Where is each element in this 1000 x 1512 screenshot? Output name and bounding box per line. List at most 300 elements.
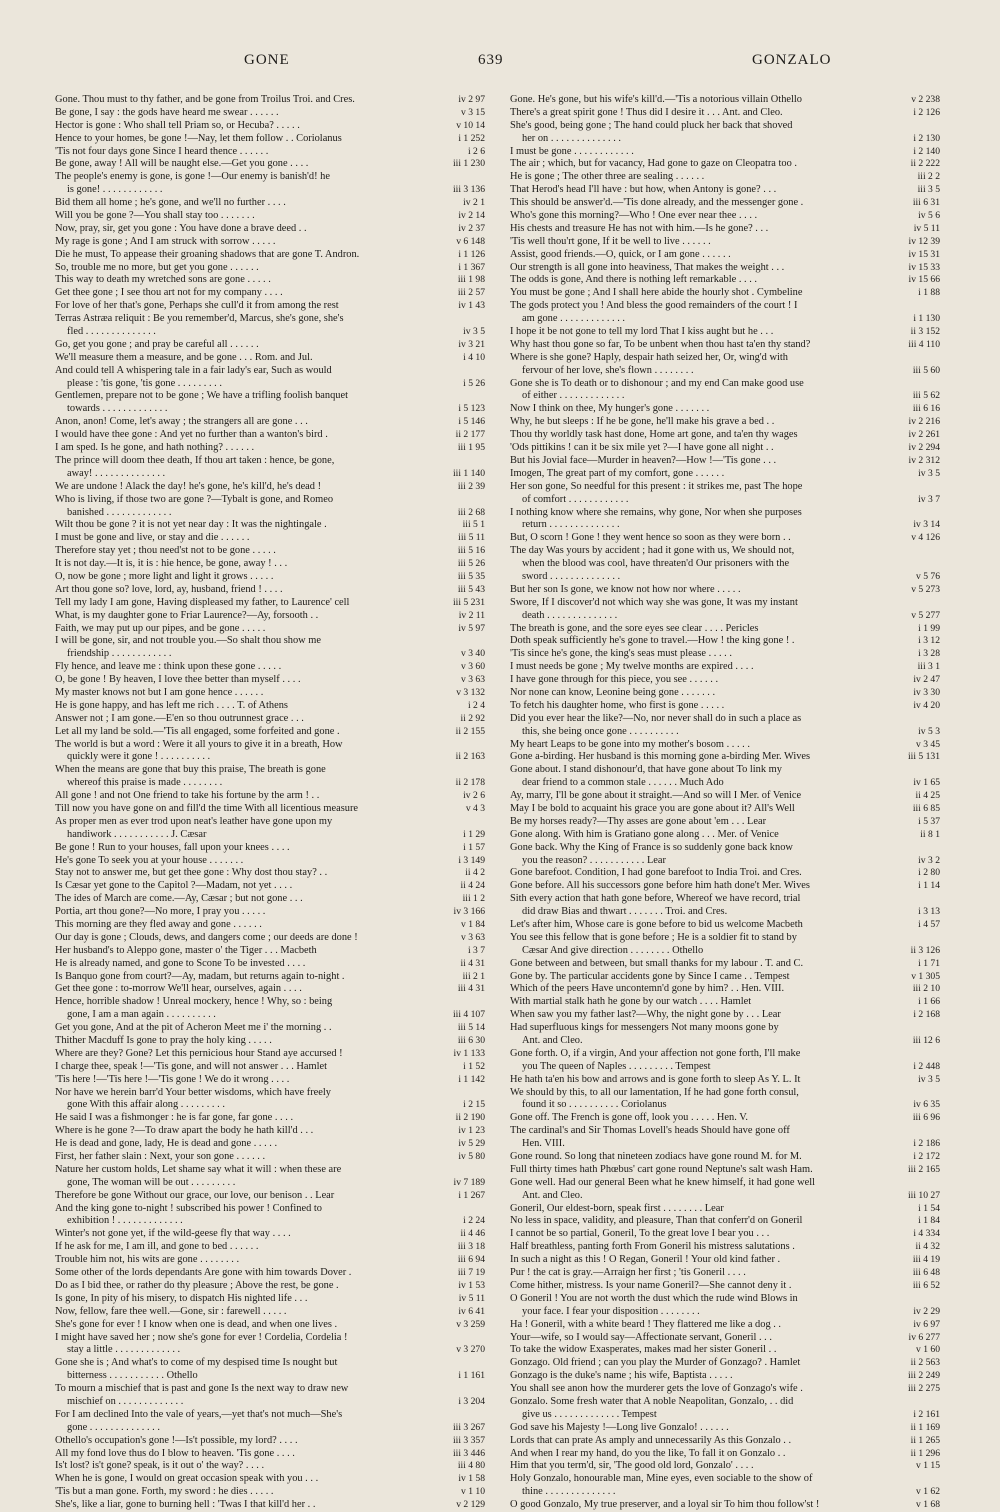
line-reference: v 1 68 bbox=[916, 1499, 940, 1511]
concordance-line bbox=[55, 1022, 485, 1035]
line-reference: ii 4 32 bbox=[915, 1241, 940, 1253]
concordance-line bbox=[55, 648, 485, 661]
quotation-text: The odds is gone, And there is nothing left remarkable . . . . bbox=[510, 274, 758, 286]
quotation-text: Till now you have gone on and fill'd the time With all licentious measure bbox=[55, 802, 359, 814]
concordance-line bbox=[55, 494, 485, 507]
line-reference: ii 8 1 bbox=[920, 828, 940, 840]
concordance-line bbox=[55, 532, 485, 545]
quotation-text: Where is she gone? Haply, despair hath seized her, Or, wing'd with bbox=[510, 351, 788, 363]
line-reference: v 1 62 bbox=[916, 1486, 940, 1498]
concordance-line bbox=[510, 919, 940, 932]
quotation-text: Gone forth. O, if a virgin, And your affection not gone forth, I'll make bbox=[510, 1047, 801, 1059]
concordance-line bbox=[55, 906, 485, 919]
line-reference: i 3 28 bbox=[918, 648, 940, 660]
concordance-line bbox=[55, 739, 485, 752]
quotation-text: fervour of her love, she's flown . . . . . . . . bbox=[522, 364, 694, 376]
line-reference: iv 3 2 bbox=[918, 854, 940, 866]
concordance-line bbox=[55, 674, 485, 687]
concordance-line bbox=[55, 1435, 485, 1448]
line-reference: v 1 305 bbox=[911, 970, 940, 982]
concordance-line bbox=[510, 1435, 940, 1448]
concordance-line bbox=[55, 365, 485, 378]
concordance-line bbox=[510, 184, 940, 197]
quotation-text: No less in space, validity, and pleasure, Than that conferr'd on Goneril bbox=[510, 1215, 803, 1227]
line-reference: iii 5 16 bbox=[457, 545, 485, 557]
concordance-line bbox=[510, 610, 940, 623]
quotation-text: This should be answer'd.—'Tis done already, and the messenger gone . bbox=[510, 197, 804, 209]
concordance-line bbox=[55, 893, 485, 906]
quotation-text: of either . . . . . . . . . . . . . bbox=[522, 390, 625, 402]
concordance-line bbox=[510, 1177, 940, 1190]
line-reference: iii 1 140 bbox=[453, 467, 485, 479]
concordance-line bbox=[510, 532, 940, 545]
quotation-text: your face. I fear your disposition . . . . . . . . bbox=[522, 1305, 700, 1317]
concordance-line bbox=[55, 545, 485, 558]
concordance-line bbox=[510, 313, 940, 326]
quotation-text: With martial stalk hath he gone by our watch . . . . Hamlet bbox=[510, 996, 752, 1008]
quotation-text: I have gone through for this piece, you see . . . . . . bbox=[510, 674, 719, 686]
running-header bbox=[0, 52, 1000, 82]
concordance-line bbox=[510, 932, 940, 945]
quotation-text: Imogen, The great part of my comfort, gone . . . . . . bbox=[510, 467, 725, 479]
quotation-text: Now, fellow, fare thee well.—Gone, sir : farewell . . . . . bbox=[55, 1305, 287, 1317]
concordance-line bbox=[55, 1409, 485, 1422]
concordance-line bbox=[55, 996, 485, 1009]
concordance-line bbox=[55, 1061, 485, 1074]
line-reference: i 1 88 bbox=[918, 287, 940, 299]
quotation-text: To fetch his daughter home, who first is gone . . . . . bbox=[510, 699, 725, 711]
quotation-text: For I am declined Into the vale of years,—yet that's not much—She's bbox=[55, 1408, 343, 1420]
concordance-line bbox=[55, 1138, 485, 1151]
quotation-text: return . . . . . . . . . . . . . . bbox=[522, 519, 620, 531]
concordance-line bbox=[55, 1190, 485, 1203]
concordance-line bbox=[510, 468, 940, 481]
concordance-line bbox=[510, 623, 940, 636]
quotation-text: We should by this, to all our lamentation, If he had gone forth consul, bbox=[510, 1086, 799, 1098]
line-reference: iii 2 1 bbox=[462, 970, 485, 982]
quotation-text: The gods protect you ! And bless the good remainders of the court ! I bbox=[510, 300, 798, 312]
quotation-text: Gone about. I stand dishonour'd, that have gone about To link my bbox=[510, 764, 782, 776]
concordance-line bbox=[55, 326, 485, 339]
concordance-line bbox=[510, 442, 940, 455]
line-reference: iv 2 11 bbox=[458, 609, 485, 621]
line-reference: i 2 168 bbox=[913, 1009, 940, 1021]
quotation-text: Sith every action that hath gone before, Whereof we have record, trial bbox=[510, 893, 801, 905]
line-reference: iv 3 7 bbox=[918, 493, 940, 505]
concordance-line bbox=[55, 983, 485, 996]
concordance-line bbox=[510, 842, 940, 855]
concordance-line bbox=[510, 635, 940, 648]
concordance-line bbox=[55, 1344, 485, 1357]
line-reference: ii 4 2 bbox=[465, 867, 485, 879]
concordance-line bbox=[55, 1164, 485, 1177]
quotation-text: Get thee gone ; I see thou art not for my company . . . . bbox=[55, 287, 283, 299]
line-reference: iii 1 98 bbox=[457, 274, 485, 286]
quotation-text: He is gone happy, and has left me rich . . . . T. of Athens bbox=[55, 699, 288, 711]
concordance-line bbox=[510, 1319, 940, 1332]
concordance-line bbox=[510, 455, 940, 468]
quotation-text: I hope it be not gone to tell my lord That I kiss aught but he . . . bbox=[510, 326, 774, 338]
quotation-text: Therefore be gone Without our grace, our love, our benison . . Lear bbox=[55, 1189, 335, 1201]
quotation-text: quickly were it gone ! . . . . . . . . . . bbox=[67, 751, 211, 763]
quotation-text: Doth speak sufficiently he's gone to travel.—How ! the king gone ! . bbox=[510, 635, 795, 647]
concordance-line bbox=[510, 1499, 940, 1512]
quotation-text: In such a night as this ! O Regan, Goneril ! Your old kind father . bbox=[510, 1254, 781, 1266]
concordance-line bbox=[510, 249, 940, 262]
concordance-line bbox=[55, 133, 485, 146]
quotation-text: I will be gone, sir, and not trouble you.—So shalt thou show me bbox=[55, 635, 321, 647]
concordance-line bbox=[55, 829, 485, 842]
concordance-line bbox=[55, 1396, 485, 1409]
quotation-text: You see this fellow that is gone before ; He is a soldier fit to stand by bbox=[510, 931, 797, 943]
quotation-text: away! . . . . . . . . . . . . . . bbox=[67, 467, 166, 479]
concordance-line bbox=[55, 262, 485, 275]
concordance-line bbox=[55, 816, 485, 829]
line-reference: iv 5 3 bbox=[918, 725, 940, 737]
line-reference: v 3 132 bbox=[456, 686, 485, 698]
concordance-line bbox=[55, 339, 485, 352]
concordance-line bbox=[510, 584, 940, 597]
quotation-text: this, she being once gone . . . . . . . . . . bbox=[522, 725, 679, 737]
quotation-text: He's gone To seek you at your house . . . . . . . bbox=[55, 854, 244, 866]
concordance-line bbox=[510, 1409, 940, 1422]
quotation-text: All gone ! and not One friend to take his fortune by the arm ! . . bbox=[55, 790, 320, 802]
concordance-line bbox=[55, 855, 485, 868]
quotation-text: please : 'tis gone, 'tis gone . . . . . . . . . bbox=[67, 377, 222, 389]
left-column bbox=[55, 94, 485, 1512]
concordance-line bbox=[510, 1357, 940, 1370]
line-reference: i 1 14 bbox=[918, 880, 940, 892]
line-reference: iii 6 85 bbox=[912, 802, 940, 814]
quotation-text: Gone off. The French is gone off, look you . . . . . Hen. V. bbox=[510, 1112, 748, 1124]
concordance-line bbox=[55, 1087, 485, 1100]
quotation-text: Nor have we herein barr'd Your better wisdoms, which have freely bbox=[55, 1086, 331, 1098]
quotation-text: And when I rear my hand, do you the like, To fall it on Gonzalo . . bbox=[510, 1447, 786, 1459]
line-reference: iii 2 249 bbox=[908, 1370, 940, 1382]
quotation-text: 'Tis since he's gone, the king's seas must please . . . . . bbox=[510, 648, 732, 660]
line-reference: i 5 37 bbox=[918, 815, 940, 827]
line-reference: i 2 80 bbox=[918, 867, 940, 879]
line-reference: i 1 142 bbox=[458, 1073, 485, 1085]
quotation-text: Gone. Thou must to thy father, and be gone from Troilus Troi. and Cres. bbox=[55, 94, 355, 105]
quotation-text: 'Tis but a man gone. Forth, my sword : he dies . . . . . bbox=[55, 1486, 274, 1498]
concordance-line bbox=[55, 481, 485, 494]
concordance-line bbox=[55, 507, 485, 520]
line-reference: iv 6 35 bbox=[913, 1099, 940, 1111]
line-reference: iv 3 21 bbox=[458, 338, 485, 350]
quotation-text: Ant. and Cleo. bbox=[522, 1035, 583, 1047]
quotation-text: His chests and treasure He has not with him.—Is he gone? . . . bbox=[510, 222, 769, 234]
concordance-line bbox=[510, 1422, 940, 1435]
concordance-line bbox=[55, 1473, 485, 1486]
concordance-line bbox=[510, 210, 940, 223]
quotation-text: Let's after him, Whose care is gone before to bid us welcome Macbeth bbox=[510, 919, 803, 930]
line-reference: iv 15 33 bbox=[908, 261, 940, 273]
concordance-line bbox=[55, 300, 485, 313]
line-reference: ii 2 178 bbox=[455, 777, 485, 789]
concordance-line bbox=[510, 777, 940, 790]
quotation-text: Be gone, away ! All will be naught else.—Get you gone . . . . bbox=[55, 158, 309, 170]
quotation-text: of comfort . . . . . . . . . . . . bbox=[522, 493, 629, 505]
concordance-line bbox=[510, 855, 940, 868]
line-reference: i 3 7 bbox=[467, 944, 485, 956]
concordance-line bbox=[55, 1306, 485, 1319]
concordance-line bbox=[55, 249, 485, 262]
quotation-text: Who's gone this morning?—Who ! One ever near thee . . . . bbox=[510, 210, 758, 222]
line-reference: iii 5 11 bbox=[458, 532, 485, 544]
quotation-text: Hector is gone : Who shall tell Priam so, or Hecuba? . . . . . bbox=[55, 119, 300, 131]
concordance-line bbox=[55, 1048, 485, 1061]
quotation-text: As proper men as ever trod upon neat's leather have gone upon my bbox=[55, 815, 333, 827]
line-reference: iv 1 23 bbox=[458, 1125, 485, 1137]
quotation-text: banished . . . . . . . . . . . . . bbox=[67, 506, 172, 518]
line-reference: v 3 270 bbox=[456, 1344, 485, 1356]
concordance-line bbox=[55, 880, 485, 893]
quotation-text: Where is he gone ?—To draw apart the body he hath kill'd . . . bbox=[55, 1125, 314, 1137]
concordance-line bbox=[55, 1280, 485, 1293]
line-reference: iv 5 6 bbox=[918, 210, 940, 222]
quotation-text: I must be gone and live, or stay and die . . . . . . bbox=[55, 532, 250, 544]
quotation-text: The air ; which, but for vacancy, Had gone to gaze on Cleopatra too . bbox=[510, 158, 797, 170]
quotation-text: whereof this praise is made . . . . . . . . bbox=[67, 777, 223, 789]
concordance-line bbox=[55, 945, 485, 958]
concordance-line bbox=[55, 764, 485, 777]
concordance-line bbox=[55, 1112, 485, 1125]
line-reference: iii 2 275 bbox=[908, 1383, 940, 1395]
line-reference: iii 4 19 bbox=[912, 1254, 940, 1266]
quotation-text: towards . . . . . . . . . . . . . bbox=[67, 403, 168, 415]
concordance-line bbox=[510, 648, 940, 661]
line-reference: i 2 161 bbox=[913, 1408, 940, 1420]
quotation-text: you The queen of Naples . . . . . . . . . Tempest bbox=[522, 1060, 711, 1072]
line-reference: ii 4 46 bbox=[460, 1228, 485, 1240]
line-reference: iv 2 1 bbox=[463, 197, 485, 209]
line-reference: i 1 252 bbox=[458, 132, 485, 144]
line-reference: iii 3 136 bbox=[453, 184, 485, 196]
quotation-text: give us . . . . . . . . . . . . . Tempest bbox=[522, 1408, 657, 1420]
concordance-line bbox=[510, 120, 940, 133]
quotation-text: Ant. and Cleo. bbox=[522, 1189, 583, 1201]
quotation-text: Gone by. The particular accidents gone by Since I came . . Tempest bbox=[510, 970, 790, 982]
concordance-line bbox=[510, 416, 940, 429]
concordance-line bbox=[510, 803, 940, 816]
line-reference: i 2 186 bbox=[913, 1138, 940, 1150]
quotation-text: O good Gonzalo, My true preserver, and a loyal sir To him thou follow'st ! bbox=[510, 1499, 820, 1511]
quotation-text: This way to death my wretched sons are gone . . . . . bbox=[55, 274, 271, 286]
line-reference: v 5 277 bbox=[911, 609, 940, 621]
quotation-text: Some other of the lords dependants Are gone with him towards Dover . bbox=[55, 1267, 352, 1279]
line-reference: iii 3 5 bbox=[917, 184, 940, 196]
concordance-line bbox=[55, 1267, 485, 1280]
concordance-line bbox=[55, 1254, 485, 1267]
quotation-text: If he ask for me, I am ill, and gone to bed . . . . . . bbox=[55, 1241, 259, 1253]
line-reference: ii 2 177 bbox=[455, 429, 485, 441]
quotation-text: She's good, being gone ; The hand could pluck her back that shoved bbox=[510, 119, 793, 131]
quotation-text: But her son Is gone, we know not how nor where . . . . . bbox=[510, 583, 741, 595]
concordance-line bbox=[510, 1228, 940, 1241]
concordance-line bbox=[55, 726, 485, 739]
line-reference: i 1 367 bbox=[458, 261, 485, 273]
quotation-text: The world is but a word : Were it all yours to give it in a breath, How bbox=[55, 738, 343, 750]
line-reference: ii 2 222 bbox=[910, 158, 940, 170]
concordance-line bbox=[510, 1022, 940, 1035]
quotation-text: I would have thee gone : And yet no further than a wanton's bird . bbox=[55, 429, 328, 441]
concordance-line bbox=[510, 378, 940, 391]
quotation-text: Holy Gonzalo, honourable man, Mine eyes, even sociable to the show of bbox=[510, 1473, 813, 1485]
line-reference: ii 2 92 bbox=[460, 712, 485, 724]
quotation-text: Trouble him not, his wits are gone . . . . . . . . bbox=[55, 1254, 240, 1266]
right-column bbox=[510, 94, 940, 1512]
quotation-text: There's a great spirit gone ! Thus did I desire it . . . Ant. and Cleo. bbox=[510, 106, 783, 118]
line-reference: iii 4 80 bbox=[457, 1460, 485, 1472]
concordance-line bbox=[510, 1215, 940, 1228]
line-reference: v 4 3 bbox=[465, 802, 485, 814]
concordance-line bbox=[510, 1164, 940, 1177]
concordance-line bbox=[55, 1499, 485, 1512]
quotation-text: Tell my lady I am gone, Having displeased my father, to Laurence' cell bbox=[55, 596, 350, 608]
line-reference: v 5 76 bbox=[916, 570, 940, 582]
concordance-line bbox=[55, 687, 485, 700]
quotation-text: Is gone, In pity of his misery, to dispatch His nighted life . . . bbox=[55, 1292, 308, 1304]
line-reference: iv 2 14 bbox=[458, 210, 485, 222]
quotation-text: Swore, If I discover'd not which way she was gone, It was my instant bbox=[510, 596, 798, 608]
quotation-text: Now I think on thee, My hunger's gone . . . . . . . bbox=[510, 403, 710, 415]
quotation-text: You shall see anon how the murderer gets the love of Gonzago's wife . bbox=[510, 1383, 803, 1395]
left-guide-word: GONE bbox=[244, 52, 290, 68]
line-reference: i 1 267 bbox=[458, 1189, 485, 1201]
quotation-text: Which of the peers Have uncontemn'd gone by him? . . Hen. VIII. bbox=[510, 983, 785, 995]
quotation-text: Portia, art thou gone?—No more, I pray you . . . . . bbox=[55, 906, 266, 918]
quotation-text: He is gone ; The other three are sealing . . . . . . bbox=[510, 171, 705, 183]
line-reference: i 5 146 bbox=[458, 416, 485, 428]
concordance-line bbox=[510, 223, 940, 236]
line-reference: iii 1 2 bbox=[462, 893, 485, 905]
quotation-text: Gone. He's gone, but his wife's kill'd.—'Tis a notorious villain Othello bbox=[510, 94, 802, 105]
line-reference: iii 10 27 bbox=[908, 1189, 940, 1201]
quotation-text: mischief on . . . . . . . . . . . . . bbox=[67, 1395, 184, 1407]
quotation-text: Is Banquo gone from court?—Ay, madam, but returns again to-night . bbox=[55, 970, 345, 982]
line-reference: iii 6 30 bbox=[457, 1035, 485, 1047]
quotation-text: Faith, we may put up our pipes, and be gone . . . . . bbox=[55, 622, 266, 634]
quotation-text: Gone barefoot. Condition, I had gone barefoot to India Troi. and Cres. bbox=[510, 867, 802, 879]
quotation-text: found it so . . . . . . . . . . Coriolanus bbox=[522, 1099, 667, 1111]
quotation-text: Gonzalo. Some fresh water that A noble Neapolitan, Gonzalo, . . did bbox=[510, 1395, 794, 1407]
line-reference: v 3 60 bbox=[461, 661, 485, 673]
concordance-line bbox=[510, 287, 940, 300]
quotation-text: The breath is gone, and the sore eyes see clear . . . . Pericles bbox=[510, 622, 759, 634]
line-reference: v 1 60 bbox=[916, 1344, 940, 1356]
line-reference: iv 1 58 bbox=[458, 1473, 485, 1485]
line-reference: i 2 6 bbox=[467, 145, 485, 157]
quotation-text: Gone she is ; And what's to come of my despised time Is nought but bbox=[55, 1357, 338, 1369]
line-reference: i 1 161 bbox=[458, 1370, 485, 1382]
concordance-line bbox=[510, 739, 940, 752]
line-reference: iii 2 10 bbox=[912, 983, 940, 995]
line-reference: iv 1 65 bbox=[913, 777, 940, 789]
concordance-line bbox=[55, 867, 485, 880]
concordance-line bbox=[55, 416, 485, 429]
concordance-line bbox=[55, 1215, 485, 1228]
quotation-text: The prince will doom thee death, If thou art taken : hence, be gone, bbox=[55, 454, 335, 466]
concordance-line bbox=[55, 455, 485, 468]
line-reference: iv 2 37 bbox=[458, 222, 485, 234]
quotation-text: Gone before. All his successors gone before him hath done't Mer. Wives bbox=[510, 880, 810, 892]
concordance-line bbox=[510, 1370, 940, 1383]
quotation-text: God save his Majesty !—Long live Gonzalo! . . . . . . bbox=[510, 1421, 729, 1433]
concordance-line bbox=[510, 326, 940, 339]
line-reference: v 3 63 bbox=[461, 674, 485, 686]
quotation-text: Terras Astræa reliquit : Be you remember'd, Marcus, she's gone, she's bbox=[55, 313, 344, 325]
quotation-text: Is Cæsar yet gone to the Capitol ?—Madam, not yet . . . . bbox=[55, 880, 293, 892]
quotation-text: We'll measure them a measure, and be gone . . . Rom. and Jul. bbox=[55, 351, 313, 363]
quotation-text: did draw Bias and thwart . . . . . . . Troi. and Cres. bbox=[522, 906, 728, 918]
quotation-text: I must be gone . . . . . . . . . . . . bbox=[510, 145, 634, 157]
concordance-line bbox=[55, 635, 485, 648]
line-reference: iii 6 31 bbox=[912, 197, 940, 209]
concordance-line bbox=[510, 146, 940, 159]
quotation-text: you the reason? . . . . . . . . . . . Lear bbox=[522, 854, 666, 866]
quotation-text: Will you be gone ?—You shall stay too . . . . . . . bbox=[55, 210, 255, 222]
line-reference: v 1 15 bbox=[916, 1460, 940, 1472]
line-reference: iv 5 29 bbox=[458, 1138, 485, 1150]
quotation-text: fled . . . . . . . . . . . . . . bbox=[67, 326, 156, 338]
concordance-line bbox=[510, 983, 940, 996]
quotation-text: Gone round. So long that nineteen zodiacs have gone round M. for M. bbox=[510, 1151, 802, 1163]
concordance-line bbox=[510, 906, 940, 919]
quotation-text: Be my horses ready?—Thy asses are gone about 'em . . . Lear bbox=[510, 815, 767, 827]
quotation-text: Gentlemen, prepare not to be gone ; We have a trifling foolish banquet bbox=[55, 390, 348, 402]
concordance-line bbox=[55, 1203, 485, 1216]
concordance-line bbox=[510, 945, 940, 958]
concordance-line bbox=[510, 726, 940, 739]
quotation-text: And the king gone to-night ! subscribed his power ! Confined to bbox=[55, 1202, 322, 1214]
concordance-line bbox=[510, 1074, 940, 1087]
quotation-text: The people's enemy is gone, is gone !—Our enemy is banish'd! he bbox=[55, 171, 330, 183]
quotation-text: Our strength is all gone into heaviness, That makes the weight . . . bbox=[510, 261, 785, 273]
quotation-text: For love of her that's gone, Perhaps she cull'd it from among the rest bbox=[55, 300, 339, 312]
quotation-text: Our day is gone ; Clouds, dews, and dangers come ; our deeds are done ! bbox=[55, 931, 358, 943]
line-reference: ii 2 563 bbox=[910, 1357, 940, 1369]
quotation-text: Gone back. Why the King of France is so suddenly gone back know bbox=[510, 841, 793, 853]
line-reference: iii 6 96 bbox=[912, 1112, 940, 1124]
quotation-text: And could tell A whispering tale in a fair lady's ear, Such as would bbox=[55, 364, 332, 376]
quotation-text: Half breathless, panting forth From Goneril his mistress salutations . bbox=[510, 1241, 795, 1253]
quotation-text: My master knows not but I am gone hence . . . . . . bbox=[55, 686, 264, 698]
line-reference: iv 3 5 bbox=[463, 326, 485, 338]
concordance-line bbox=[510, 571, 940, 584]
line-reference: iii 3 267 bbox=[453, 1421, 485, 1433]
quotation-text: O, be gone ! By heaven, I love thee better than myself . . . . bbox=[55, 674, 301, 686]
quotation-text: Go, get you gone ; and pray be careful all . . . . . . bbox=[55, 338, 259, 350]
quotation-text: Now, pray, sir, get you gone : You have done a brave deed . . bbox=[55, 222, 307, 234]
line-reference: iv 1 43 bbox=[458, 300, 485, 312]
line-reference: iii 2 2 bbox=[917, 171, 940, 183]
quotation-text: May I be bold to acquaint his grace you are gone about it? All's Well bbox=[510, 802, 795, 814]
line-reference: iii 4 31 bbox=[457, 983, 485, 995]
line-reference: i 1 54 bbox=[918, 1202, 940, 1214]
concordance-line bbox=[55, 210, 485, 223]
quotation-text: Lords that can prate As amply and unnecessarily As this Gonzalo . . bbox=[510, 1434, 792, 1446]
concordance-line bbox=[55, 571, 485, 584]
quotation-text: gone, The woman will be out . . . . . . . . . bbox=[67, 1176, 236, 1188]
concordance-line bbox=[510, 545, 940, 558]
line-reference: ii 3 152 bbox=[910, 326, 940, 338]
concordance-line bbox=[55, 390, 485, 403]
concordance-line bbox=[55, 1486, 485, 1499]
line-reference: v 3 40 bbox=[461, 648, 485, 660]
concordance-line bbox=[510, 1241, 940, 1254]
line-reference: i 1 126 bbox=[458, 248, 485, 260]
